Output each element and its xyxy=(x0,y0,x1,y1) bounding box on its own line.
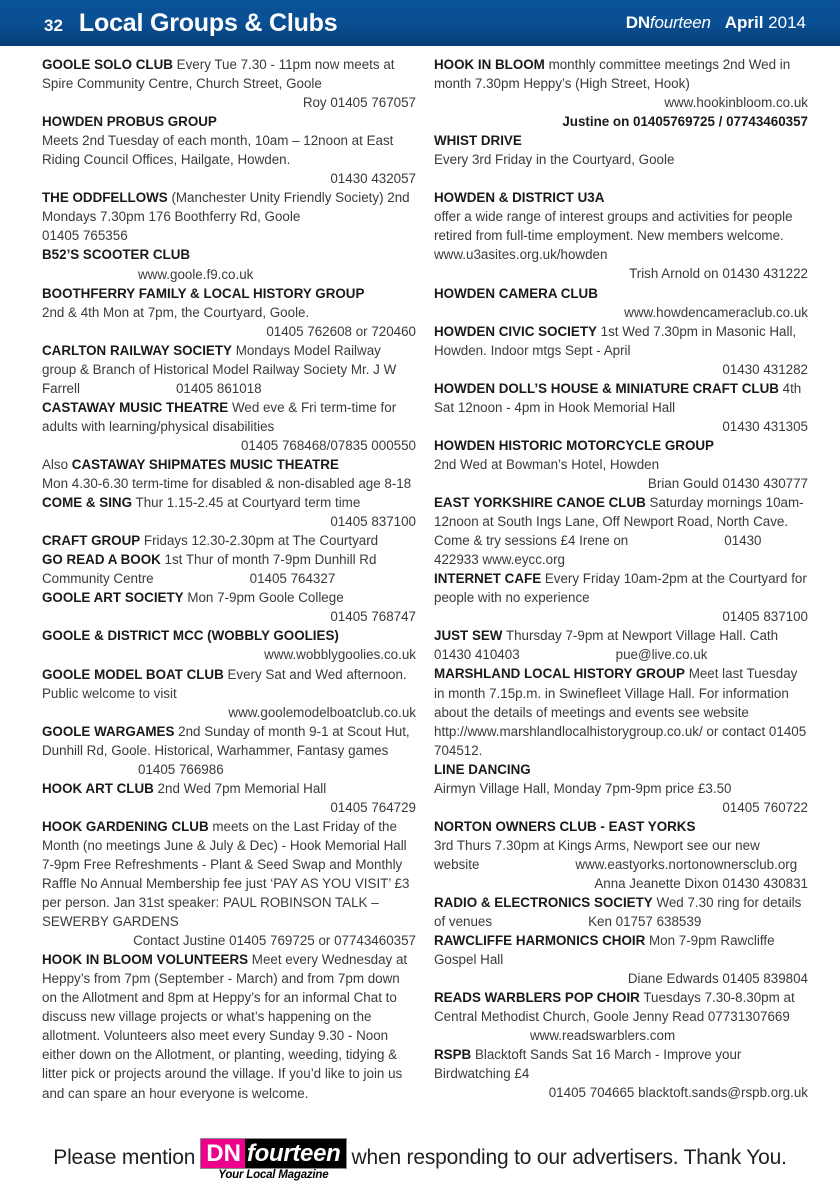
entry-inline-contact: 01405 765356 xyxy=(42,228,128,244)
listing-entry xyxy=(434,569,808,626)
entry-body: Tuesdays 7.30-8.30pm at Central Methodist Church, Goole Jenny Read 07731307669 xyxy=(434,990,795,1025)
entry-inline-contact: pue@live.co.uk xyxy=(615,647,708,663)
entry-body: Every Friday 10am-2pm at the Courtyard for people with no experience xyxy=(434,571,807,606)
listing-entry xyxy=(434,1045,808,1102)
entry-title: HOWDEN PROBUS GROUP xyxy=(42,114,217,130)
entry-inline-contact: 01405 764327 xyxy=(249,571,336,587)
entry-body: Saturday mornings 10am-12noon at South Ings Lane, Off Newport Road, North Cave. Come & try sessions £4 Irene on xyxy=(434,495,804,549)
header-right-group xyxy=(626,13,822,33)
entry-contact: www.goolemodelboatclub.co.uk xyxy=(228,704,416,720)
masthead-fourteen-text: fourteen xyxy=(649,13,711,32)
entry-body: Airmyn Village Hall, Monday 7pm-9pm price £3.50 xyxy=(434,780,732,796)
entry-contact: 01430 431305 xyxy=(722,418,808,434)
listing-entry xyxy=(434,379,808,436)
entry-body: 3rd Thurs 7.30pm at Kings Arms, Newport see our new website xyxy=(434,837,760,872)
entry-contact: Diane Edwards 01405 839804 xyxy=(627,971,808,987)
entry-body: Mondays Model Railway group & Branch of Historical Model Railway Society Mr. J W Farrell xyxy=(42,342,397,396)
listing-entry xyxy=(42,245,416,283)
entry-contact: 01430 432057 xyxy=(330,171,416,187)
listing-entry xyxy=(42,950,416,1102)
entry-contact: Contact Justine 01405 769725 or 07743460357 xyxy=(133,933,416,949)
listing-entry xyxy=(434,131,808,169)
right-listing-column xyxy=(434,55,808,1124)
listing-entry xyxy=(434,931,808,988)
entry-title: INTERNET CAFE xyxy=(434,571,542,587)
listing-entry xyxy=(42,455,416,493)
page-header-band xyxy=(0,0,840,46)
entry-contact: Trish Arnold on 01430 431222 xyxy=(629,266,808,282)
entry-body: Blacktoft Sands Sat 16 March - Improve your Birdwatching £4 xyxy=(434,1047,742,1082)
listing-entry xyxy=(434,893,808,931)
entry-title: CRAFT GROUP xyxy=(42,533,141,549)
listing-entry xyxy=(434,988,808,1045)
entry-title: MARSHLAND LOCAL HISTORY GROUP xyxy=(434,666,685,682)
entry-contact: 01405 837100 xyxy=(330,514,416,530)
entry-title: COME & SING xyxy=(42,495,133,511)
entry-body: 2nd & 4th Mon at 7pm, the Courtyard, Goole. xyxy=(42,304,310,320)
entry-body: (Manchester Unity Friendly Society) 2nd Mondays 7.30pm 176 Boothferry Rd, Goole xyxy=(42,190,410,225)
entry-body: 4th Sat 12noon - 4pm in Hook Memorial Hall xyxy=(434,380,802,415)
entry-title: RADIO & ELECTRONICS SOCIETY xyxy=(434,895,653,911)
entry-inline-contact: 01405 861018 xyxy=(175,380,262,396)
logo-fourteen-text: fourteen xyxy=(245,1139,346,1168)
entry-contact: 01405 760722 xyxy=(722,799,808,815)
listing-entry xyxy=(434,55,808,131)
entry-title: JUST SEW xyxy=(434,628,503,644)
entry-spacer-line xyxy=(434,169,808,188)
listing-entry xyxy=(434,817,808,893)
entry-title: CASTAWAY SHIPMATES MUSIC THEATRE xyxy=(71,456,339,472)
entry-body: Mon 7-9pm Rawcliffe Gospel Hall xyxy=(434,933,775,968)
left-listing-column xyxy=(42,55,416,1124)
entry-title: BOOTHFERRY FAMILY & LOCAL HISTORY GROUP xyxy=(42,285,365,301)
entry-title: HOWDEN HISTORIC MOTORCYCLE GROUP xyxy=(434,437,714,453)
entry-contact: 01405 704665 blacktoft.sands@rspb.org.uk xyxy=(548,1085,808,1101)
entry-prefix: Also xyxy=(42,456,72,472)
entry-body: 1st Thur of month 7-9pm Dunhill Rd Community Centre xyxy=(42,552,377,587)
entry-title: THE ODDFELLOWS xyxy=(42,190,168,206)
entry-body: Wed eve & Fri term-time for adults with learning/physical disabilities xyxy=(42,399,397,434)
entry-contact: 01405 764729 xyxy=(330,799,416,815)
entry-title: RSPB xyxy=(434,1047,472,1063)
entry-title: CASTAWAY MUSIC THEATRE xyxy=(42,399,229,415)
listing-entry xyxy=(42,665,416,722)
entry-body: 2nd Wed 7pm Memorial Hall xyxy=(153,780,327,796)
listing-entry xyxy=(42,817,416,950)
entry-body: offer a wide range of interest groups and activities for people retired from full-time employment. New members welcome. www.u3asites.org.uk/howden xyxy=(434,209,793,263)
entry-body: Meets 2nd Tuesday of each month, 10am – 12noon at East Riding Council Offices, Hailgate, Howden. xyxy=(42,133,394,168)
issue-year: 2014 xyxy=(768,13,806,32)
listing-entry xyxy=(42,493,416,531)
page-footer xyxy=(0,1124,840,1191)
entry-body: Every 3rd Friday in the Courtyard, Goole xyxy=(434,152,675,168)
entry-body: Fridays 12.30-2.30pm at The Courtyard xyxy=(140,533,379,549)
page-number: 32 xyxy=(44,15,63,35)
entry-body: Every Sat and Wed afternoon. Public welcome to visit xyxy=(42,666,407,701)
entry-contact: Brian Gould 01430 430777 xyxy=(647,475,808,491)
entry-title: HOWDEN CIVIC SOCIETY xyxy=(434,323,597,339)
entry-body: 2nd Wed at Bowman’s Hotel, Howden xyxy=(434,456,660,472)
logo-dn-text: DN xyxy=(201,1139,245,1168)
listing-entry xyxy=(42,722,416,779)
page-title: Local Groups & Clubs xyxy=(78,8,338,37)
listing-entry xyxy=(434,493,808,569)
listing-entry xyxy=(42,112,416,188)
entry-inline-contact: Ken 01757 638539 xyxy=(588,914,702,930)
entry-contact: Roy 01405 767057 xyxy=(302,95,416,111)
entry-inline-contact: www.readswarblers.com xyxy=(530,1028,676,1044)
entry-body: Mon 4.30-6.30 term-time for disabled & non-disabled age 8-18 xyxy=(42,476,412,492)
logo-wordmark xyxy=(200,1138,346,1169)
issue-date xyxy=(725,13,806,33)
listing-entry xyxy=(434,664,808,759)
entry-title: LINE DANCING xyxy=(434,761,531,777)
entry-title: READS WARBLERS POP CHOIR xyxy=(434,990,640,1006)
entry-contact: 01405 768468/07835 000550 xyxy=(240,437,416,453)
entry-inline-contact: 01405 766986 xyxy=(138,761,224,777)
footer-text-before: Please mention xyxy=(53,1145,196,1169)
entry-contact: www.howdencameraclub.co.uk xyxy=(624,304,808,320)
entry-contact: 01405 762608 or 720460 xyxy=(266,323,416,339)
listing-entry xyxy=(42,531,416,550)
entry-title: GOOLE WARGAMES xyxy=(42,723,175,739)
entry-inline-contact: www.goole.f9.co.uk xyxy=(138,266,254,282)
entry-title: WHIST DRIVE xyxy=(434,133,522,149)
listing-entry xyxy=(42,188,416,245)
logo-tagline: Your Local Magazine xyxy=(218,1168,329,1181)
entry-body: 2nd Sunday of month 9-1 at Scout Hut, Dunhill Rd, Goole. Historical, Warhammer, Fantasy games xyxy=(42,723,410,758)
listing-entry xyxy=(42,779,416,817)
entry-contact: 01405 837100 xyxy=(722,609,808,625)
entry-body: Thur 1.15-2.45 at Courtyard term time xyxy=(132,495,361,511)
listing-entry xyxy=(42,284,416,341)
entry-body: Meet last Tuesday in month 7.15p.m. in Swinefleet Village Hall. For information about the details of meetings and events see website http://www.marshlandlocalhistorygroup.co.uk/ or contact 01405 704512. xyxy=(434,666,807,758)
entry-title: B52’S SCOOTER CLUB xyxy=(42,247,191,263)
entry-title: GOOLE ART SOCIETY xyxy=(42,590,184,606)
listing-entry xyxy=(42,550,416,588)
listing-entry xyxy=(42,588,416,626)
masthead-dn-text: DN xyxy=(625,13,650,32)
entry-contact: Anna Jeanette Dixon 01430 430831 xyxy=(594,875,808,891)
entry-body: Mon 7-9pm Goole College xyxy=(183,590,344,606)
entry-title: HOOK ART CLUB xyxy=(42,780,154,796)
listing-entry xyxy=(434,284,808,322)
entry-body: 1st Wed 7.30pm in Masonic Hall, Howden. Indoor mtgs Sept - April xyxy=(434,323,797,358)
listing-columns xyxy=(0,46,840,1124)
entry-inline-contact: 01430 422933 www.eycc.org xyxy=(434,533,762,568)
entry-title: RAWCLIFFE HARMONICS CHOIR xyxy=(434,933,646,949)
entry-title: GO READ A BOOK xyxy=(42,552,161,568)
entry-body: monthly committee meetings 2nd Wed in month 7.30pm Heppy’s (High Street, Hook) xyxy=(434,57,791,92)
footer-text-after: when responding to our advertisers. Thank You. xyxy=(351,1145,787,1169)
entry-title: HOWDEN CAMERA CLUB xyxy=(434,285,598,301)
entry-body: meets on the Last Friday of the Month (no meetings June & July & Dec) - Hook Memorial Hall 7-9pm Free Refreshments - Plant & Seed Swap and Monthly Raffle No Annual Membership fee just ‘PAY AS YOU VISIT’ £3 per person. Jan 31st speaker: PAUL ROBINSON TALK – SEWERBY GARDENS xyxy=(42,818,410,930)
entry-contact: www.hookinbloom.co.uk xyxy=(664,95,808,111)
entry-contact: www.wobblygoolies.co.uk xyxy=(264,647,416,663)
entry-title: NORTON OWNERS CLUB - EAST YORKS xyxy=(434,818,696,834)
entry-title: GOOLE SOLO CLUB xyxy=(42,57,173,72)
listing-entry xyxy=(42,55,416,112)
issue-month: April xyxy=(724,13,764,32)
masthead-logo xyxy=(626,13,711,33)
listing-entry xyxy=(42,341,416,398)
dnfourteen-logo xyxy=(200,1138,346,1182)
entry-title: HOOK IN BLOOM xyxy=(434,57,545,72)
entry-title: GOOLE & DISTRICT MCC (WOBBLY GOOLIES) xyxy=(42,628,339,644)
entry-inline-contact: www.eastyorks.nortonownersclub.org xyxy=(575,856,798,872)
listing-entry xyxy=(434,436,808,493)
entry-title: CARLTON RAILWAY SOCIETY xyxy=(42,342,232,358)
entry-body: Every Tue 7.30 - 11pm now meets at Spire Community Centre, Church Street, Goole xyxy=(42,57,395,92)
entry-contact: 01405 768747 xyxy=(330,609,416,625)
listing-entry xyxy=(434,760,808,817)
listing-entry xyxy=(42,626,416,664)
entry-title: HOOK GARDENING CLUB xyxy=(42,818,209,834)
entry-title: GOOLE MODEL BOAT CLUB xyxy=(42,666,224,682)
entry-body: Thursday 7-9pm at Newport Village Hall. Cath 01430 410403 xyxy=(434,628,779,663)
listing-entry xyxy=(434,322,808,379)
entry-title: EAST YORKSHIRE CANOE CLUB xyxy=(434,495,646,511)
header-left-group xyxy=(44,9,337,38)
entry-title: HOWDEN DOLL’S HOUSE & MINIATURE CRAFT CLUB xyxy=(434,380,779,396)
entry-contact-secondary: Justine on 01405769725 / 07743460357 xyxy=(562,114,808,130)
entry-title: HOWDEN & DISTRICT U3A xyxy=(434,190,605,206)
listing-entry xyxy=(434,188,808,283)
entry-body: Meet every Wednesday at Heppy’s from 7pm (September - March) and from 7pm down on the Allotment and 8pm at Heppy’s for an informal Chat to discuss new village projects or what’s happening on the allotment. Volunteers also meet every Sunday 9.30 - Noon either down on the Allotment, or planting, weeding, tidying & litter pick or projects around the village. If you’d like to join us and can spare an hour everyone is welcome. xyxy=(42,952,408,1101)
listing-entry xyxy=(42,398,416,455)
entry-title: HOOK IN BLOOM VOLUNTEERS xyxy=(42,952,249,968)
entry-contact: 01430 431282 xyxy=(722,361,808,377)
entry-body: Wed 7.30 ring for details of venues xyxy=(434,895,802,930)
listing-entry xyxy=(434,626,808,664)
